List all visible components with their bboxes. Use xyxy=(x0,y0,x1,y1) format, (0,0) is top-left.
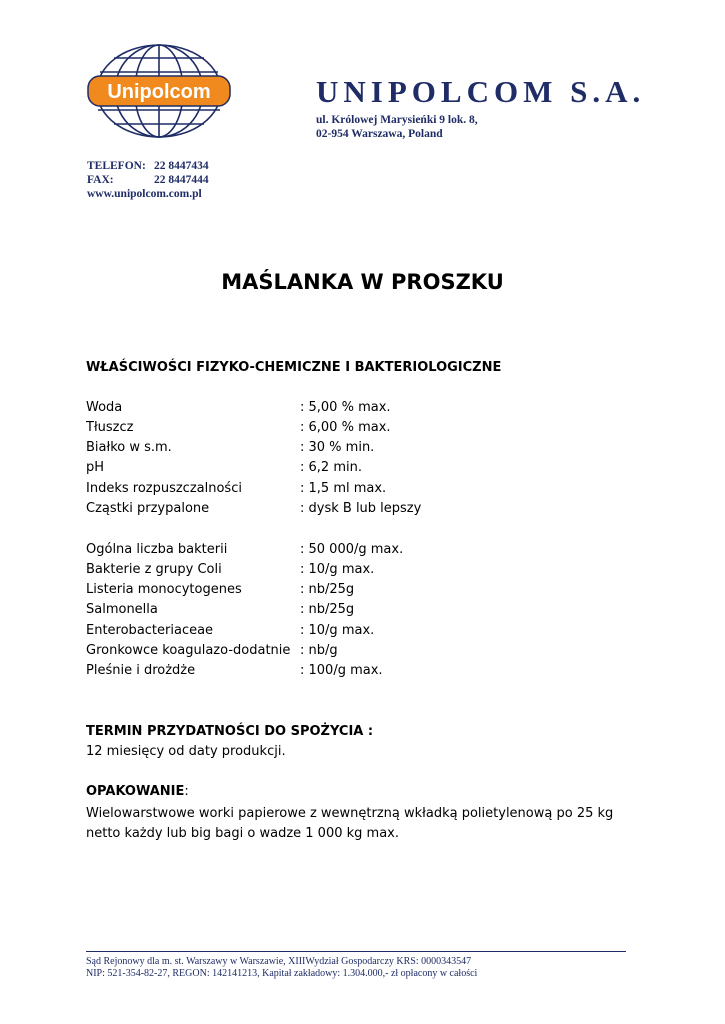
property-label: Pleśnie i drożdże xyxy=(86,663,196,678)
unipolcom-logo xyxy=(86,42,232,140)
property-row xyxy=(86,582,354,597)
phone-value: 22 8447434 xyxy=(154,160,209,172)
logo-wordmark: Unipolcom xyxy=(107,81,211,103)
company-name: UNIPOLCOM S.A. xyxy=(316,74,646,109)
property-label: Enterobacteriaceae xyxy=(86,623,214,638)
footer-divider xyxy=(86,951,626,952)
shelf-life-text: 12 miesięcy od daty produkcji. xyxy=(86,744,286,759)
fax-value: 22 8447444 xyxy=(154,174,209,186)
property-row xyxy=(86,623,374,638)
property-value: : 50 000/g max. xyxy=(300,542,404,557)
packaging-heading-colon: : xyxy=(184,784,189,799)
property-label: Gronkowce koagulazo-dodatnie xyxy=(86,643,291,658)
fax-label: FAX: xyxy=(87,174,114,186)
phone-line xyxy=(87,160,209,172)
property-label: Białko w s.m. xyxy=(86,440,172,455)
property-label: Tłuszcz xyxy=(86,420,134,435)
property-value: : 1,5 ml max. xyxy=(300,481,387,496)
property-value: : 10/g max. xyxy=(300,562,375,577)
property-value: : 5,00 % max. xyxy=(300,400,391,415)
property-value: : 6,00 % max. xyxy=(300,420,391,435)
property-row xyxy=(86,420,391,435)
property-label: Woda xyxy=(86,400,123,415)
packaging-heading-line xyxy=(86,784,189,799)
property-value: : nb/g xyxy=(300,643,338,658)
property-value: : 10/g max. xyxy=(300,623,375,638)
address-line-2: 02-954 Warszawa, Poland xyxy=(316,128,443,140)
property-label: Salmonella xyxy=(86,602,158,617)
property-row xyxy=(86,400,391,415)
property-value: : 100/g max. xyxy=(300,663,383,678)
property-row xyxy=(86,562,374,577)
property-row xyxy=(86,663,383,678)
packaging-heading: OPAKOWANIE xyxy=(86,784,185,799)
footer-tax-info: NIP: 521-354-82-27, REGON: 142141213, Kapitał zakładowy: 1.304.000,- zł opłacony w całości xyxy=(86,968,478,979)
property-label: Indeks rozpuszczalności xyxy=(86,481,242,496)
document-title: MAŚLANKA W PROSZKU xyxy=(221,270,504,294)
property-row xyxy=(86,460,362,475)
property-row xyxy=(86,481,386,496)
property-value: : dysk B lub lepszy xyxy=(300,501,422,516)
shelf-life-heading: TERMIN PRZYDATNOŚCI DO SPOŻYCIA : xyxy=(86,724,374,739)
website-link[interactable]: www.unipolcom.com.pl xyxy=(87,188,202,200)
property-label: Cząstki przypalone xyxy=(86,501,210,516)
property-row xyxy=(86,501,421,516)
footer-registry: Sąd Rejonowy dla m. st. Warszawy w Warszawie, XIIIWydział Gospodarczy KRS: 0000343547 xyxy=(86,956,472,967)
properties-heading: WŁAŚCIWOŚCI FIZYKO-CHEMICZNE I BAKTERIOLOGICZNE xyxy=(86,360,502,375)
property-label: Ogólna liczba bakterii xyxy=(86,542,228,557)
property-label: pH xyxy=(86,460,105,475)
property-value: : nb/25g xyxy=(300,602,355,617)
property-label: Bakterie z grupy Coli xyxy=(86,562,222,577)
packaging-text: Wielowarstwowe worki papierowe z wewnętrzną wkładką polietylenową po 25 kg netto każdy lub big bagi o wadze 1 000 kg max. xyxy=(86,806,614,841)
property-row xyxy=(86,643,338,658)
property-row xyxy=(86,440,374,455)
property-value: : nb/25g xyxy=(300,582,355,597)
property-row xyxy=(86,602,354,617)
phone-label: TELEFON: xyxy=(87,160,146,172)
address-line-1: ul. Królowej Marysieńki 9 lok. 8, xyxy=(316,114,478,126)
fax-line xyxy=(87,174,209,186)
property-row xyxy=(86,542,403,557)
property-label: Listeria monocytogenes xyxy=(86,582,242,597)
property-value: : 30 % min. xyxy=(300,440,375,455)
property-value: : 6,2 min. xyxy=(300,460,362,475)
